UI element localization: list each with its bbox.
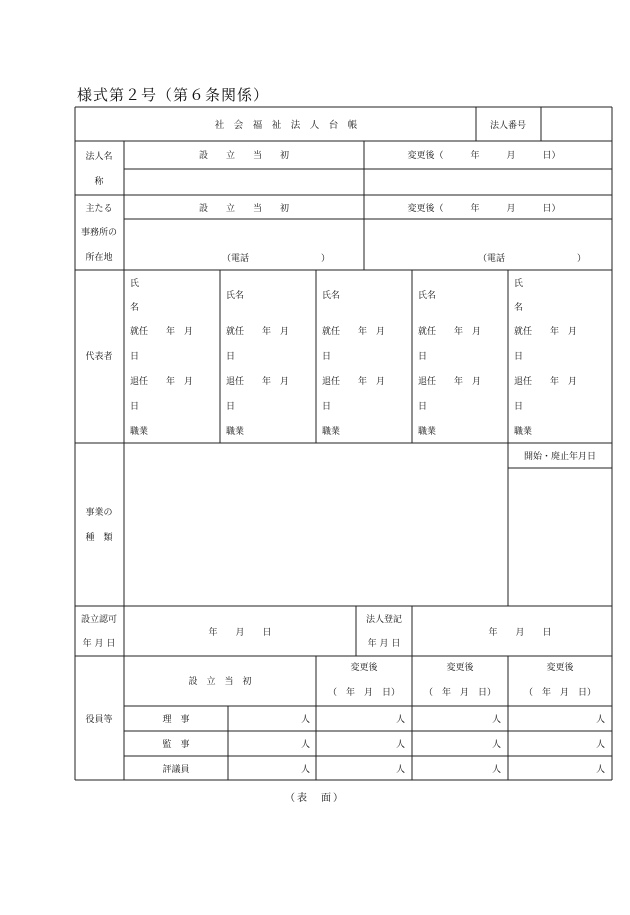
form-title: 様式第２号（第６条関係） <box>77 86 270 104</box>
corp-name-initial-header: 設 立 当 初 <box>198 151 290 161</box>
rep-inaugurated: 就任 年 月 <box>226 327 290 337</box>
rep-inaugurated: 就任 年 月 <box>514 327 578 337</box>
officers-after-change-header: 変更後 <box>350 663 378 673</box>
office-initial-header: 設 立 当 初 <box>198 204 290 214</box>
register-title: 社 会 福 祉 法 人 台 帳 <box>214 120 358 131</box>
rep-occupation: 職業 <box>130 427 149 437</box>
corp-name-after-change-field[interactable] <box>364 169 612 195</box>
rep-inaugurated-day: 日 <box>226 352 236 362</box>
rep-retired: 退任 年 月 <box>130 377 194 387</box>
registration-date[interactable]: 年 月 日 <box>488 628 552 638</box>
representative-column-3[interactable] <box>322 289 385 437</box>
officers-after-change-date: （ 年 月 日） <box>423 688 497 698</box>
corp-name-after-change-header: 変更後（ 年 月 日） <box>407 151 561 161</box>
office-label-line2: 事務所の <box>80 228 118 238</box>
officer-row-label-auditor: 監 事 <box>162 740 190 750</box>
count-unit: 人 <box>491 715 501 725</box>
officers-after-change-date: （ 年 月 日） <box>523 688 597 698</box>
rep-name-char1: 氏 <box>130 279 140 289</box>
count-unit: 人 <box>395 740 405 750</box>
officers-after-change-header: 変更後 <box>446 663 474 673</box>
rep-occupation: 職業 <box>322 427 341 437</box>
officer-row-label-councilor: 評議員 <box>162 765 190 775</box>
rep-inaugurated-day: 日 <box>322 352 332 362</box>
count-unit: 人 <box>395 715 405 725</box>
rep-occupation: 職業 <box>226 427 245 437</box>
rep-inaugurated-day: 日 <box>418 352 428 362</box>
count-unit: 人 <box>395 765 405 775</box>
count-unit: 人 <box>491 765 501 775</box>
officers-label: 役員等 <box>85 715 113 725</box>
count-unit: 人 <box>300 715 310 725</box>
rep-name: 氏名 <box>322 291 341 301</box>
rep-retired-day: 日 <box>514 402 524 412</box>
rep-retired-day: 日 <box>418 402 428 412</box>
approval-date[interactable]: 年 月 日 <box>208 628 272 638</box>
rep-occupation: 職業 <box>514 427 533 437</box>
rep-name: 氏名 <box>226 291 245 301</box>
count-unit: 人 <box>595 715 605 725</box>
representative-column-4[interactable] <box>418 289 481 437</box>
officers-after-change-date: （ 年 月 日） <box>327 688 401 698</box>
rep-occupation: 職業 <box>418 427 437 437</box>
rep-retired-day: 日 <box>226 402 236 412</box>
rep-name-char2: 名 <box>514 303 524 313</box>
approval-label-line1: 設立認可 <box>80 615 118 625</box>
rep-inaugurated: 就任 年 月 <box>130 327 194 337</box>
representative-column-2[interactable] <box>226 289 289 437</box>
rep-inaugurated: 就任 年 月 <box>322 327 386 337</box>
representative-label: 代表者 <box>85 352 113 362</box>
office-initial-field[interactable] <box>124 219 364 270</box>
rep-retired-day: 日 <box>322 402 332 412</box>
rep-retired-day: 日 <box>130 402 140 412</box>
rep-name-char1: 氏 <box>514 279 524 289</box>
rep-retired: 退任 年 月 <box>226 377 290 387</box>
officers-after-change-header: 変更後 <box>546 663 574 673</box>
registration-label-line1: 法人登記 <box>365 615 403 625</box>
representative-column-1[interactable] <box>130 277 193 437</box>
office-after-change-header: 変更後（ 年 月 日） <box>407 204 561 214</box>
rep-name: 氏名 <box>418 291 437 301</box>
office-label-line3: 所在地 <box>85 253 113 263</box>
rep-retired: 退任 年 月 <box>418 377 482 387</box>
rep-retired: 退任 年 月 <box>322 377 386 387</box>
corp-name-label-line2: 称 <box>94 177 104 187</box>
count-unit: 人 <box>300 765 310 775</box>
business-start-end-header: 開始・廃止年月日 <box>523 452 597 462</box>
rep-inaugurated-day: 日 <box>130 352 140 362</box>
registration-label-line2: 年 月 日 <box>367 639 401 649</box>
officers-initial-header: 設 立 当 初 <box>188 677 252 687</box>
rep-inaugurated: 就任 年 月 <box>418 327 482 337</box>
corp-name-label-line1: 法人名 <box>85 152 113 162</box>
rep-retired: 退任 年 月 <box>514 377 578 387</box>
business-label-line1: 事業の <box>85 508 113 518</box>
count-unit: 人 <box>595 740 605 750</box>
approval-label-line2: 年 月 日 <box>82 639 116 649</box>
office-after-change-field[interactable] <box>364 219 612 270</box>
business-label-line2: 種 類 <box>85 533 113 543</box>
rep-name-char2: 名 <box>130 303 140 313</box>
count-unit: 人 <box>300 740 310 750</box>
corp-number-label: 法人番号 <box>489 121 527 131</box>
corp-name-initial-field[interactable] <box>124 169 364 195</box>
rep-inaugurated-day: 日 <box>514 352 524 362</box>
representative-column-5[interactable] <box>514 277 577 437</box>
corp-number-field[interactable] <box>541 107 612 141</box>
office-label-line1: 主たる <box>85 204 113 214</box>
officer-count-unit-marks <box>301 713 605 775</box>
business-types-field[interactable] <box>124 443 508 606</box>
officer-row-label-director: 理 事 <box>162 715 190 725</box>
count-unit: 人 <box>491 740 501 750</box>
count-unit: 人 <box>595 765 605 775</box>
business-start-end-field[interactable] <box>508 468 612 606</box>
page-side-label: （表 面） <box>285 793 345 804</box>
